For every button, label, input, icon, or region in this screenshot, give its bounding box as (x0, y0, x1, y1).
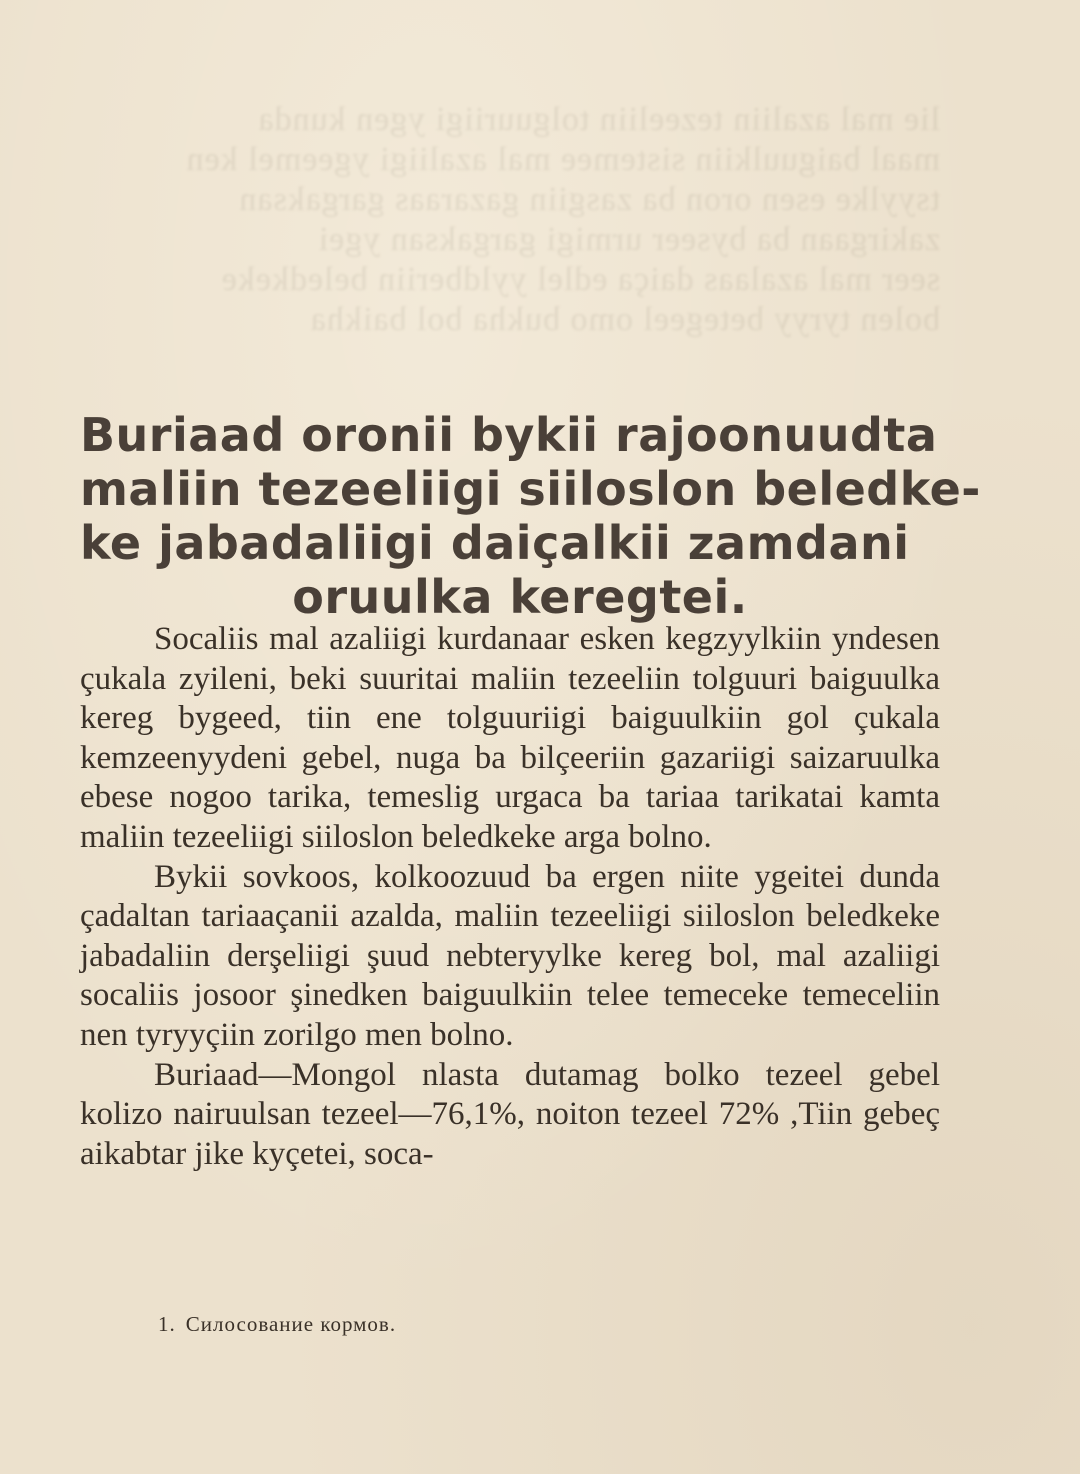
footnote (158, 1312, 396, 1337)
heading-line-4: oruulka keregtei. (292, 570, 748, 624)
paragraph-2: Bykii sovkoos, kolkoozuud ba ergen niite ygeitei dunda çadaltan tariaaçanii azalda, maliin tezeeliigi siiloslon beledkeke jabadaliin derşeliigi şuud nebteryylke kereg bol, mal azaliigi socaliis josoor şinedken baiguulkiin telee temeceke temeceliin nen tyryyçiin zorilgo men bolno. (80, 858, 940, 1053)
heading-line-1: Buriaad oronii bykii rajoonuudta (80, 408, 938, 462)
section-heading (80, 408, 981, 624)
body-text (80, 620, 940, 1174)
paragraph-3: Buriaad—Mongol nlasta dutamag bolko tezeel gebel kolizo nairuulsan tezeel—76,1%, noiton tezeel 72% ,Tiin gebeç aikabtar jike kyçetei, soca- (80, 1056, 940, 1172)
heading-line-3: ke jabadaliigi daiçalkii zamdani (80, 516, 910, 570)
paragraph-1: Socaliis mal azaliigi kurdanaar esken kegzyylkiin yndesen çukala zyileni, beki suuritai maliin tezeeliin tolguuri baiguulka kereg bygeed, tiin ene tolguuriigi baiguulkiin gol çukala kemzeenyydeni gebel, nuga ba bilçeeriin gazariigi saizaruulka ebese nogoo tarika, temeslig urgaca ba tariaa tarikatai kamta maliin tezeeliigi siiloslon beledkeke arga bolno. (80, 621, 940, 855)
footnote-text: Силосование кормов. (185, 1312, 397, 1336)
footnote-number: 1. (158, 1312, 176, 1336)
heading-line-2: maliin tezeeliigi siiloslon beledke- (80, 462, 981, 516)
bleed-through-text: lie mal azaliin tezeeliin tolguuriigi ygen kunda maal baiguulkiin sistemee mal azaliigi ygeemel ken tsyylke esen oron ba zasgiin gazaraas gargaksan zakirgaan ba byseer urmigi gargaksan ygei seer mal azalaas daiça edlel yyldberiin beledkeke bolen tyryy betegeel omo bukha bol baikha (185, 101, 940, 338)
